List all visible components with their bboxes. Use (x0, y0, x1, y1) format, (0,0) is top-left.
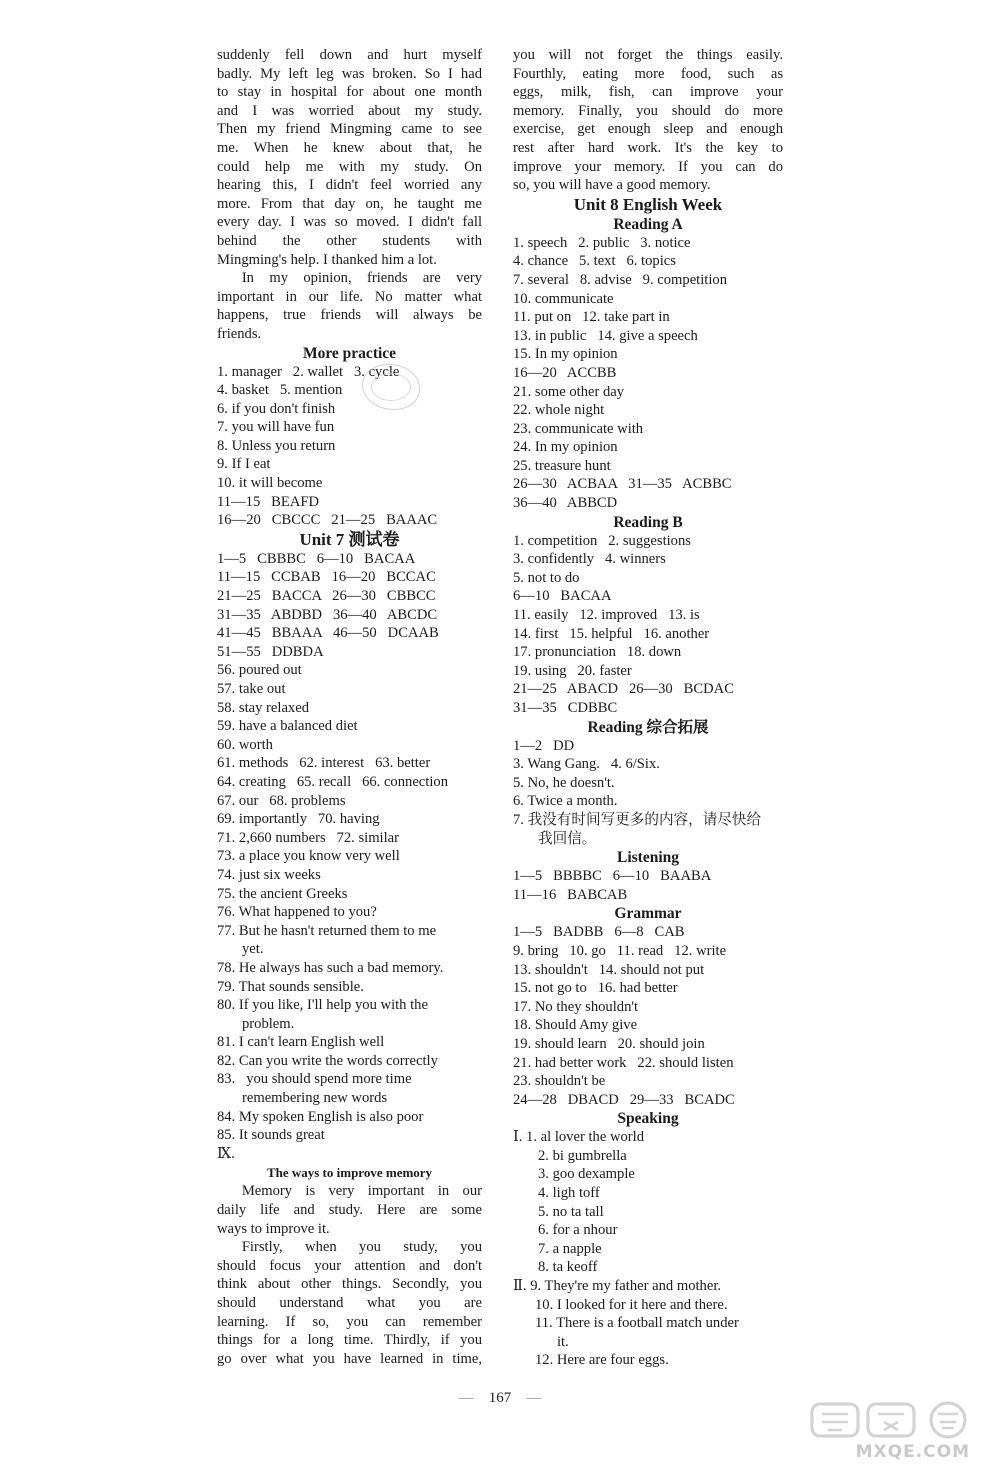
text-line: should understand what you are (217, 1295, 482, 1311)
answer-line: 8. Unless you return (217, 437, 336, 454)
watermark-logo (808, 1400, 978, 1440)
answer-line: 11. put on 12. take part in (513, 309, 670, 326)
answer-line: 19. should learn 20. should join (513, 1035, 705, 1052)
text-line: every day. I was so moved. I didn't fall (217, 214, 482, 231)
answer-line: 58. stay relaxed (217, 699, 309, 716)
answer-line: 11—15 CCBAB 16—20 BCCAC (217, 569, 436, 586)
answer-line: 5. no ta tall (538, 1203, 604, 1220)
essay-paragraph-4 (217, 1238, 482, 1368)
text-line: Memory is very important in our (241, 1183, 482, 1200)
text-line: important in our life. No matter what (217, 288, 482, 305)
answer-line: 61. methods 62. interest 63. better (217, 755, 431, 772)
text-line: happens, true friends will always be (217, 307, 482, 324)
answer-line: 24. In my opinion (513, 439, 618, 456)
speaking-line: 11. There is a football match under (535, 1315, 739, 1332)
text-line: behind the other students with (217, 232, 482, 249)
text-line: learning. If so, you can remember (217, 1313, 482, 1330)
reading-a-answers (513, 234, 783, 513)
answer-line-continued: yet. (242, 941, 264, 958)
essay-paragraph-1 (217, 46, 482, 269)
answer-line: 26—30 ACBAA 31—35 ACBBC (513, 476, 732, 493)
answer-line: 75. the ancient Greeks (217, 885, 348, 902)
answer-line: 16—20 CBCCC 21—25 BAAAC (217, 512, 438, 529)
grammar-heading: Grammar (614, 905, 682, 923)
answer-line: 74. just six weeks (217, 866, 321, 883)
answer-line: 5. not to do (513, 569, 580, 586)
answer-line: 4. chance 5. text 6. topics (513, 253, 676, 270)
unit7-sentences (217, 922, 482, 1145)
answer-line: 21—25 BACCA 26—30 CBBCC (217, 588, 436, 605)
answer-line: 17. pronunciation 18. down (513, 644, 682, 661)
answer-line: 84. My spoken English is also poor (217, 1108, 424, 1125)
answer-line: 21. some other day (513, 383, 625, 400)
answer-line: 81. I can't learn English well (217, 1034, 385, 1051)
essay-continuation (513, 46, 783, 195)
unit8-heading: Unit 8 English Week (573, 194, 723, 214)
speaking-line: 12. Here are four eggs. (535, 1352, 669, 1369)
answer-line: 31—35 CDBBC (513, 700, 618, 716)
reading-a-heading: Reading A (613, 215, 683, 233)
answer-line: 16—20 ACCBB (513, 364, 617, 381)
more-practice-heading: More practice (302, 344, 397, 362)
reading-b-heading: Reading B (613, 513, 683, 531)
q7-line-1: 7. 我没有时间写更多的内容，请尽快给 (513, 811, 762, 828)
text-line: exercise, get enough sleep and enough (513, 121, 783, 138)
answer-line: 85. It sounds great (217, 1127, 325, 1144)
answer-line: 60. worth (217, 736, 273, 753)
reading-extension-answers (513, 737, 783, 811)
answer-line: 1—5 BBBBC 6—10 BAABA (513, 868, 712, 885)
answer-line: 25. treasure hunt (513, 457, 611, 474)
answer-line: 3. goo dexample (538, 1166, 635, 1183)
answer-line: 77. But he hasn't returned them to me (217, 922, 437, 939)
answer-line: 15. not go to 16. had better (513, 980, 678, 997)
unit7-answers (217, 550, 482, 922)
answer-line: 5. No, he doesn't. (513, 774, 615, 791)
answer-line: 10. it will become (217, 475, 323, 492)
answer-line: 2. bi gumbrella (538, 1147, 627, 1164)
text-line: so, you will have a good memory. (513, 177, 711, 194)
answer-line: 11—15 BEAFD (217, 493, 320, 510)
answer-line: 11. easily 12. improved 13. is (513, 607, 700, 624)
text-line: suddenly fell down and hurt myself (217, 47, 482, 63)
answer-line: 59. have a balanced diet (217, 718, 358, 735)
answer-line: 24—28 DBACD 29—33 BCADC (513, 1091, 735, 1108)
answer-line: 69. importantly 70. having (217, 811, 380, 828)
speaking-part2-head: Ⅱ. 9. They're my father and mother. (513, 1278, 722, 1295)
speaking-part1-answers (513, 1147, 783, 1277)
text-line: ways to improve it. (217, 1220, 330, 1237)
answer-line-continued: remembering new words (242, 1090, 388, 1107)
page-number-value: 167 (488, 1390, 512, 1406)
more-practice-answers (217, 363, 482, 530)
answer-line: 23. shouldn't be (513, 1073, 606, 1090)
speaking-line-continued: it. (557, 1333, 569, 1350)
text-line: badly. My left leg was broken. So I had (217, 65, 482, 82)
page-number: — 167 — (458, 1390, 542, 1406)
text-line: me. When he knew about that, he (217, 139, 482, 156)
answer-line: 79. That sounds sensible. (217, 978, 364, 995)
text-line: think about other things. Secondly, you (217, 1276, 482, 1293)
answer-line: 13. shouldn't 14. should not put (513, 961, 705, 978)
speaking-heading: Speaking (617, 1110, 679, 1128)
answer-line: 17. No they shouldn't (513, 998, 639, 1015)
watermark-site: MXQE.COM (855, 1442, 970, 1462)
answer-line: 22. whole night (513, 402, 605, 419)
answer-line: 21—25 ABACD 26—30 BCDAC (513, 681, 734, 698)
text-line: In my opinion, friends are very (241, 270, 482, 287)
listening-answers (513, 867, 783, 904)
text-line: could help me with my study. On (217, 158, 482, 175)
answer-line: 6. for a nhour (538, 1222, 618, 1239)
answer-line: 3. Wang Gang. 4. 6/Six. (513, 756, 660, 773)
answer-line: 64. creating 65. recall 66. connection (217, 773, 448, 790)
answer-line: 8. ta keoff (538, 1259, 598, 1276)
answer-line: 6—10 BACAA (513, 588, 612, 605)
answer-line-continued: problem. (242, 1015, 295, 1032)
text-line: rest after hard work. It's the key to (513, 139, 783, 156)
text-line: friends. (217, 325, 262, 342)
speaking-part1-head: Ⅰ. 1. al lover the world (513, 1129, 644, 1146)
text-line: daily life and study. Here are some (217, 1202, 482, 1219)
answer-line: 1. competition 2. suggestions (513, 532, 691, 549)
answer-line: 9. If I eat (217, 456, 271, 473)
answer-line: 1. speech 2. public 3. notice (513, 234, 691, 251)
answer-line: 41—45 BBAAA 46—50 DCAAB (217, 625, 439, 642)
answer-line: 82. Can you write the words correctly (217, 1052, 438, 1069)
answer-line: 23. communicate with (513, 420, 644, 437)
answer-line: 10. communicate (513, 290, 614, 307)
answer-line: 67. our 68. problems (217, 792, 346, 809)
answer-line: 36—40 ABBCD (513, 495, 618, 512)
answer-line: 6. if you don't finish (217, 400, 336, 417)
text-line: go over what you have learned in time, (217, 1350, 482, 1367)
answer-line: 80. If you like, I'll help you with the (217, 997, 428, 1014)
answer-line: 21. had better work 22. should listen (513, 1054, 734, 1071)
answer-line: 57. take out (217, 681, 286, 697)
answer-line: 83. you should spend more time (217, 1071, 412, 1088)
answer-line: 76. What happened to you? (217, 904, 377, 921)
answer-line: 3. confidently 4. winners (513, 551, 666, 568)
answer-line: 18. Should Amy give (513, 1017, 638, 1034)
essay-paragraph-3 (217, 1182, 482, 1238)
text-line: things for a long time. Thirdly, if you (217, 1332, 482, 1349)
answer-line: 4. basket 5. mention (217, 382, 343, 399)
answer-line: 71. 2,660 numbers 72. similar (217, 829, 400, 846)
grammar-answers (513, 923, 783, 1109)
speaking-line: 10. I looked for it here and there. (535, 1296, 728, 1313)
section-9-label: Ⅸ. (217, 1145, 235, 1162)
answer-line: 9. bring 10. go 11. read 12. write (513, 942, 727, 959)
left-column (217, 46, 482, 1368)
text-line: more. From that day on, he taught me (217, 195, 482, 212)
text-line: and I was worried about my study. (217, 102, 482, 119)
right-column (513, 46, 783, 1370)
answer-line: 7. you will have fun (217, 419, 335, 436)
listening-heading: Listening (616, 849, 679, 867)
answer-line: 11—16 BABCAB (513, 886, 628, 903)
text-line: improve your memory. If you can do (513, 158, 783, 175)
answer-line: 1—5 BADBB 6—8 CAB (513, 924, 685, 941)
text-line: Fourthly, eating more food, such as (513, 65, 783, 82)
answer-line: 6. Twice a month. (513, 793, 618, 810)
answer-line: 7. several 8. advise 9. competition (513, 271, 727, 288)
text-line: eggs, milk, fish, can improve your (513, 84, 783, 101)
site-watermark (808, 1400, 978, 1464)
essay-paragraph-2 (217, 269, 482, 343)
unit7-heading: Unit 7 测试卷 (299, 529, 400, 549)
text-line: Mingming's help. I thanked him a lot. (217, 251, 437, 268)
text-line: hearing this, I didn't feel worried any (217, 177, 482, 194)
text-line: you will not forget the things easily. (513, 47, 783, 63)
answer-line: 14. first 15. helpful 16. another (513, 625, 710, 642)
text-line: should focus your attention and don't (217, 1257, 482, 1274)
answer-line: 78. He always has such a bad memory. (217, 959, 444, 976)
reading-extension-heading: Reading 综合拓展 (587, 718, 709, 736)
answer-line: 73. a place you know very well (217, 848, 400, 865)
answer-line: 1—2 DD (513, 737, 575, 754)
answer-line: 51—55 DDBDA (217, 643, 324, 660)
reading-b-answers (513, 532, 783, 718)
text-line: Then my friend Mingming came to see (217, 121, 482, 138)
answer-line: 4. ligh toff (538, 1185, 600, 1202)
text-line: memory. Finally, you should do more (513, 102, 783, 119)
text-line: to stay in hospital for about one month (217, 84, 482, 101)
q7-line-2: 我回信。 (538, 830, 597, 847)
speaking-part2-answers (513, 1296, 783, 1370)
answer-line: 19. using 20. faster (513, 662, 632, 679)
answer-line: 13. in public 14. give a speech (513, 327, 698, 344)
answer-line: 15. In my opinion (513, 346, 618, 363)
essay-title: The ways to improve memory (266, 1165, 433, 1181)
answer-line: 31—35 ABDBD 36—40 ABCDC (217, 606, 438, 623)
text-line: Firstly, when you study, you (241, 1239, 482, 1256)
answer-line: 56. poured out (217, 662, 302, 679)
reading-extension-q7 (513, 811, 783, 848)
answer-line: 1—5 CBBBC 6—10 BACAA (217, 550, 416, 567)
answer-line: 7. a napple (538, 1240, 602, 1257)
answer-line: 1. manager 2. wallet 3. cycle (217, 363, 400, 380)
